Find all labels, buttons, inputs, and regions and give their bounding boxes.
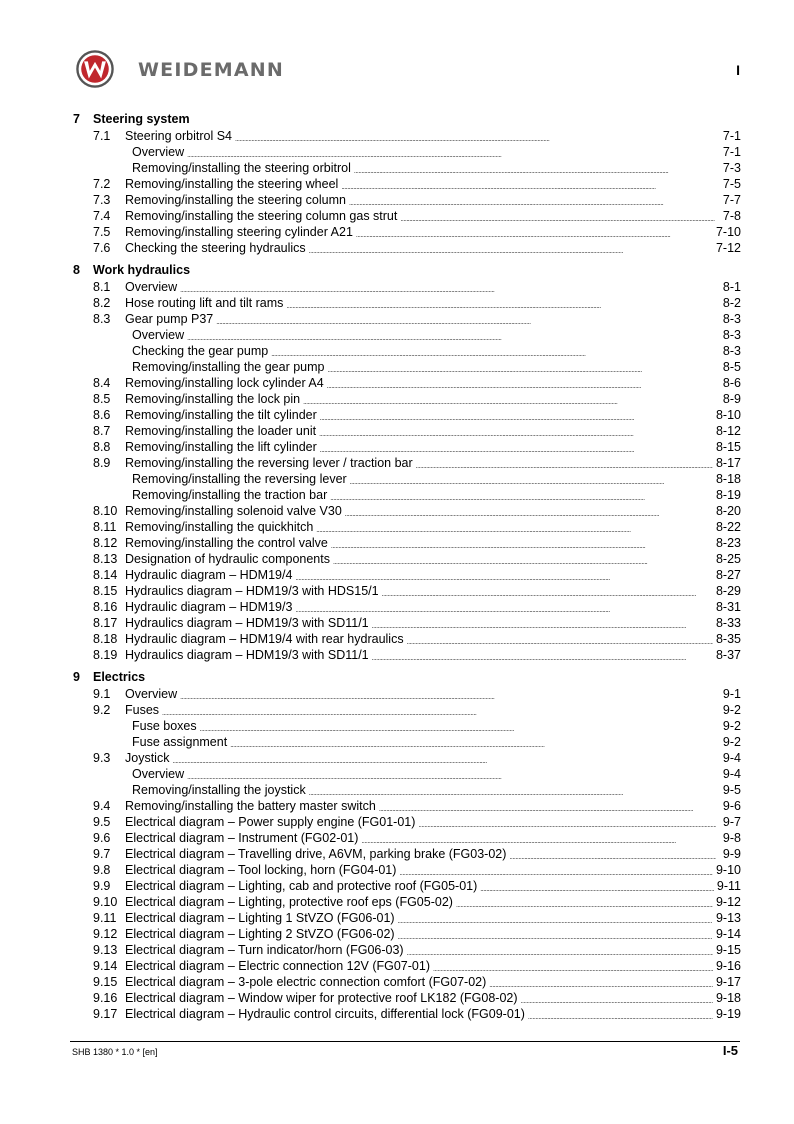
entry-page: 7-8 [722,209,741,223]
entry-title: Electrical diagram – Travelling drive, A6VM, parking brake (FG03-02) [125,847,507,861]
entry-page: 9-17 [715,975,741,989]
dot-leader [187,330,716,342]
entry-page: 9-8 [722,831,741,845]
dot-leader [331,538,713,550]
toc-entry[interactable] [73,797,741,813]
dot-leader [271,346,716,358]
chapter-heading [73,262,741,278]
dot-leader [330,490,713,502]
entry-number: 9.16 [93,991,118,1005]
dot-leader [327,362,716,374]
entry-title: Hydraulic diagram – HDM19/3 [125,600,293,614]
entry-page: 9-10 [715,863,741,877]
dot-leader [327,378,716,390]
toc-entry[interactable] [73,861,741,877]
entry-number: 8.19 [93,648,118,662]
entry-number: 8.6 [93,408,111,422]
toc-entry[interactable] [73,646,741,662]
entry-title: Hydraulic diagram – HDM19/4 [125,568,293,582]
entry-number: 9.1 [93,687,111,701]
toc-entry[interactable] [73,342,741,358]
toc-entry[interactable] [73,127,741,143]
entry-page: 9-14 [715,927,741,941]
entry-number: 8.4 [93,376,111,390]
entry-title: Electrical diagram – Tool locking, horn (FG04-01) [125,863,397,877]
entry-page: 7-3 [722,161,741,175]
table-of-contents [73,111,741,1021]
dot-leader [316,522,713,534]
entry-number: 9.9 [93,879,111,893]
entry-page: 9-18 [715,991,741,1005]
entry-title: Overview [132,328,185,342]
toc-entry[interactable] [73,143,741,159]
entry-page: 8-2 [722,296,741,310]
dot-leader [180,689,716,701]
toc-entry[interactable] [73,989,741,1005]
toc-entry[interactable] [73,1005,741,1021]
dot-leader [216,314,716,326]
entry-page: 8-3 [722,328,741,342]
entry-number: 8.10 [93,504,118,518]
toc-entry[interactable] [73,765,741,781]
toc-entry[interactable] [73,781,741,797]
entry-number: 9.15 [93,975,118,989]
dot-leader [361,833,716,845]
entry-title: Removing/installing the lift cylinder [125,440,317,454]
toc-entry[interactable] [73,941,741,957]
dot-leader [349,195,716,207]
entry-title: Electrical diagram – Instrument (FG02-01) [125,831,359,845]
entry-number: 8.15 [93,584,118,598]
dot-leader [379,801,716,813]
dot-leader [407,945,713,957]
entry-title: Removing/installing the tilt cylinder [125,408,317,422]
entry-page: 8-3 [722,344,741,358]
toc-entry[interactable] [73,614,741,630]
toc-entry[interactable] [73,630,741,646]
toc-entry[interactable] [73,701,741,717]
entry-page: 8-6 [722,376,741,390]
entry-title: Removing/installing the battery master switch [125,799,376,813]
toc-entry[interactable] [73,422,741,438]
entry-title: Hydraulics diagram – HDM19/3 with SD11/1 [125,616,369,630]
page-number: I-5 [722,1043,738,1058]
entry-number: 7.5 [93,225,111,239]
toc-entry[interactable] [73,893,741,909]
entry-title: Electrical diagram – Lighting 1 StVZO (FG06-01) [125,911,395,925]
toc-entry[interactable] [73,685,741,701]
dot-leader [303,394,716,406]
toc-entry[interactable] [73,175,741,191]
dot-leader [345,506,713,518]
dot-leader [398,929,713,941]
entry-title: Overview [132,145,185,159]
entry-page: 9-2 [722,735,741,749]
entry-title: Steering orbitrol S4 [125,129,233,143]
entry-title: Electrical diagram – Lighting, protective roof eps (FG05-02) [125,895,453,909]
entry-page: 7-5 [722,177,741,191]
entry-title: Hydraulics diagram – HDM19/3 with HDS15/1 [125,584,379,598]
entry-page: 8-12 [715,424,741,438]
entry-title: Removing/installing the joystick [132,783,306,797]
entry-page: 8-31 [715,600,741,614]
entry-title: Removing/installing solenoid valve V30 [125,504,342,518]
toc-entry[interactable] [73,813,741,829]
entry-page: 8-23 [715,536,741,550]
entry-number: 9.11 [93,911,117,925]
dot-leader [521,993,713,1005]
entry-number: 7.2 [93,177,111,191]
dot-leader [320,410,713,422]
entry-title: Fuses [125,703,160,717]
toc-entry[interactable] [73,486,741,502]
entry-title: Removing/installing lock cylinder A4 [125,376,324,390]
entry-title: Removing/installing the control valve [125,536,328,550]
dot-leader [350,474,713,486]
toc-entry[interactable] [73,374,741,390]
entry-page: 8-33 [715,616,741,630]
dot-leader [295,602,713,614]
entry-title: Overview [125,280,178,294]
toc-entry[interactable] [73,973,741,989]
toc-entry[interactable] [73,310,741,326]
dot-leader [320,442,713,454]
weidemann-logo-icon [76,50,114,88]
entry-number: 7.1 [93,129,111,143]
toc-entry[interactable] [73,278,741,294]
dot-leader [319,426,713,438]
toc-entry[interactable] [73,239,741,255]
entry-page: 8-10 [715,408,741,422]
chapter-number: 8 [73,263,80,277]
entry-title: Removing/installing the reversing lever [132,472,347,486]
entry-title: Overview [125,687,178,701]
entry-title: Removing/installing the steering column gas strut [125,209,398,223]
toc-entry[interactable] [73,566,741,582]
entry-page: 8-15 [715,440,741,454]
entry-title: Electrical diagram – Window wiper for protective roof LK182 (FG08-02) [125,991,518,1005]
toc-entry[interactable] [73,733,741,749]
entry-title: Hydraulics diagram – HDM19/3 with SD11/1 [125,648,369,662]
dot-leader [489,977,713,989]
entry-title: Electrical diagram – Hydraulic control circuits, differential lock (FG09-01) [125,1007,525,1021]
entry-number: 8.9 [93,456,111,470]
entry-page: 8-5 [722,360,741,374]
entry-number: 9.17 [93,1007,118,1021]
toc-entry[interactable] [73,159,741,175]
entry-page: 8-20 [715,504,741,518]
dot-leader [295,570,713,582]
toc-entry[interactable] [73,845,741,861]
toc-entry[interactable] [73,749,741,765]
dot-leader [418,817,716,829]
entry-page: 8-37 [715,648,741,662]
entry-number: 9.8 [93,863,111,877]
entry-title: Checking the steering hydraulics [125,241,306,255]
entry-title: Gear pump P37 [125,312,214,326]
toc-entry[interactable] [73,518,741,534]
entry-number: 8.18 [93,632,118,646]
dot-leader [480,881,714,893]
entry-title: Removing/installing the steering column [125,193,346,207]
entry-page: 8-29 [715,584,741,598]
dot-leader [200,721,716,733]
dot-leader [333,554,713,566]
chapter-number: 7 [73,112,80,126]
entry-page: 9-13 [715,911,741,925]
entry-page: 9-1 [722,687,741,701]
entry-page: 7-7 [722,193,741,207]
toc-entry[interactable] [73,909,741,925]
toc-entry[interactable] [73,191,741,207]
entry-title: Removing/installing the reversing lever / traction bar [125,456,413,470]
dot-leader [309,243,713,255]
entry-number: 9.5 [93,815,111,829]
entry-title: Removing/installing the quickhitch [125,520,314,534]
entry-page: 8-22 [715,520,741,534]
toc-entry[interactable] [73,829,741,845]
dot-leader [407,634,713,646]
entry-number: 8.3 [93,312,111,326]
entry-page: 9-4 [722,751,741,765]
entry-page: 9-2 [722,719,741,733]
entry-number: 7.3 [93,193,111,207]
entry-title: Designation of hydraulic components [125,552,330,566]
entry-page: 7-1 [722,145,741,159]
toc-entry[interactable] [73,326,741,342]
entry-title: Electrical diagram – Electric connection 12V (FG07-01) [125,959,430,973]
toc-entry[interactable] [73,534,741,550]
section-letter: I [736,62,740,78]
entry-page: 9-15 [715,943,741,957]
entry-page: 8-19 [715,488,741,502]
entry-title: Joystick [125,751,170,765]
entry-page: 8-25 [715,552,741,566]
dot-leader [382,586,713,598]
dot-leader [528,1009,713,1021]
entry-number: 7.6 [93,241,111,255]
entry-page: 8-35 [715,632,741,646]
entry-title: Fuse boxes [132,719,197,733]
dot-leader [456,897,713,909]
toc-entry[interactable] [73,582,741,598]
chapter-number: 9 [73,670,80,684]
dot-leader [187,147,716,159]
entry-title: Electrical diagram – Power supply engine (FG01-01) [125,815,416,829]
toc-entry[interactable] [73,550,741,566]
entry-title: Removing/installing steering cylinder A21 [125,225,353,239]
entry-number: 9.14 [93,959,118,973]
entry-page: 8-17 [715,456,741,470]
toc-entry[interactable] [73,502,741,518]
entry-title: Removing/installing the lock pin [125,392,301,406]
toc-entry[interactable] [73,957,741,973]
dot-leader [509,849,716,861]
entry-number: 8.2 [93,296,111,310]
entry-page: 7-12 [715,241,741,255]
entry-number: 9.13 [93,943,118,957]
entry-title: Removing/installing the steering orbitrol [132,161,351,175]
entry-number: 8.13 [93,552,118,566]
entry-page: 8-18 [715,472,741,486]
entry-number: 9.4 [93,799,111,813]
toc-entry[interactable] [73,406,741,422]
chapter-heading [73,111,741,127]
entry-title: Overview [132,767,185,781]
entry-title: Electrical diagram – 3-pole electric connection comfort (FG07-02) [125,975,487,989]
entry-number: 8.5 [93,392,111,406]
dot-leader [354,163,716,175]
entry-page: 8-27 [715,568,741,582]
dot-leader [162,705,716,717]
chapter-title: Steering system [93,112,190,126]
entry-title: Removing/installing the loader unit [125,424,317,438]
chapter-title: Work hydraulics [93,263,191,277]
dot-leader [356,227,713,239]
dot-leader [286,298,716,310]
entry-title: Removing/installing the gear pump [132,360,325,374]
entry-page: 9-4 [722,767,741,781]
dot-leader [372,618,713,630]
dot-leader [400,211,716,223]
dot-leader [399,865,713,877]
entry-number: 8.16 [93,600,118,614]
entry-number: 8.14 [93,568,118,582]
entry-page: 9-5 [722,783,741,797]
entry-title: Removing/installing the steering wheel [125,177,339,191]
dot-leader [187,769,716,781]
entry-title: Removing/installing the traction bar [132,488,328,502]
chapter-heading [73,669,741,685]
toc-entry[interactable] [73,877,741,893]
entry-number: 9.2 [93,703,111,717]
entry-title: Fuse assignment [132,735,228,749]
toc-entry[interactable] [73,717,741,733]
entry-number: 8.8 [93,440,111,454]
entry-number: 8.11 [93,520,117,534]
entry-number: 8.1 [93,280,111,294]
toc-entry[interactable] [73,358,741,374]
toc-entry[interactable] [73,207,741,223]
entry-page: 9-9 [722,847,741,861]
entry-number: 8.12 [93,536,118,550]
page-header [70,50,740,90]
toc-entry[interactable] [73,294,741,310]
entry-page: 8-9 [722,392,741,406]
toc-entry[interactable] [73,390,741,406]
dot-leader [416,458,713,470]
entry-title: Hose routing lift and tilt rams [125,296,284,310]
entry-number: 9.7 [93,847,111,861]
entry-page: 9-7 [722,815,741,829]
entry-page: 8-1 [722,280,741,294]
footer-divider [70,1041,740,1042]
toc-entry[interactable] [73,925,741,941]
toc-entry[interactable] [73,438,741,454]
dot-leader [230,737,716,749]
dot-leader [235,131,716,143]
dot-leader [341,179,716,191]
entry-number: 7.4 [93,209,111,223]
brand-name: WEIDEMANN [138,59,284,81]
entry-number: 8.7 [93,424,111,438]
entry-page: 9-16 [715,959,741,973]
toc-entry[interactable] [73,470,741,486]
dot-leader [180,282,716,294]
toc-entry[interactable] [73,223,741,239]
entry-page: 7-10 [715,225,741,239]
entry-title: Electrical diagram – Lighting, cab and protective roof (FG05-01) [125,879,478,893]
dot-leader [433,961,713,973]
entry-title: Checking the gear pump [132,344,269,358]
dot-leader [172,753,716,765]
entry-title: Electrical diagram – Lighting 2 StVZO (FG06-02) [125,927,395,941]
entry-page: 8-3 [722,312,741,326]
entry-number: 9.12 [93,927,118,941]
entry-page: 9-12 [715,895,741,909]
entry-page: 9-19 [715,1007,741,1021]
entry-page: 9-6 [722,799,741,813]
entry-title: Electrical diagram – Turn indicator/horn (FG06-03) [125,943,404,957]
toc-entry[interactable] [73,454,741,470]
entry-number: 9.10 [93,895,118,909]
entry-page: 9-11 [716,879,741,893]
chapter-title: Electrics [93,670,146,684]
entry-page: 7-1 [722,129,741,143]
entry-number: 9.6 [93,831,111,845]
document-reference: SHB 1380 * 1.0 * [en] [72,1047,158,1057]
entry-title: Hydraulic diagram – HDM19/4 with rear hydraulics [125,632,404,646]
entry-page: 9-2 [722,703,741,717]
entry-number: 8.17 [93,616,118,630]
toc-entry[interactable] [73,598,741,614]
dot-leader [372,650,713,662]
dot-leader [398,913,713,925]
dot-leader [309,785,716,797]
entry-number: 9.3 [93,751,111,765]
